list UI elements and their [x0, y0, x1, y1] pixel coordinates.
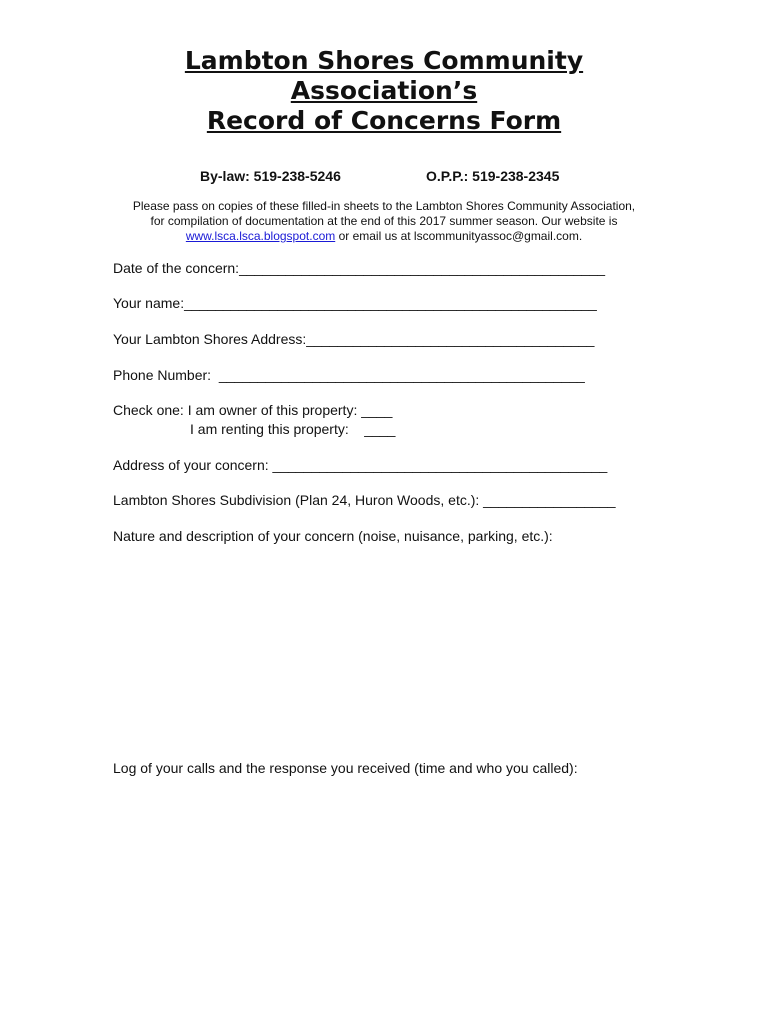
subdivision-label: Lambton Shores Subdivision (Plan 24, Huron Woods, etc.): [113, 492, 484, 508]
name-blank[interactable]: _____________________________________________________ [184, 295, 597, 311]
phone-blank[interactable]: _______________________________________________ [218, 367, 585, 383]
renting-blank[interactable]: ____ [364, 421, 396, 437]
owner-checkbox-row [113, 401, 392, 419]
owner-label: Check one: I am owner of this property: [113, 402, 362, 418]
address-blank[interactable]: _____________________________________ [306, 331, 595, 347]
title-line-1: Lambton Shores Community [184, 46, 584, 75]
name-field [113, 294, 597, 312]
intro-line-3 [0, 229, 768, 244]
subdivision-blank[interactable]: _________________ [483, 492, 616, 508]
address-label: Your Lambton Shores Address: [113, 331, 307, 347]
opp-phone: O.P.P.: 519-238-2345 [426, 168, 560, 184]
title-line-3: Record of Concerns Form [206, 106, 562, 135]
intro-paragraph [0, 199, 768, 244]
phone-label: Phone Number: [113, 367, 219, 383]
intro-line-2: for compilation of documentation at the end of this 2017 summer season. Our website is [150, 214, 618, 228]
address-field [113, 330, 594, 348]
bylaw-phone: By-law: 519-238-5246 [200, 168, 341, 184]
subdivision-field [113, 491, 616, 509]
nature-of-concern-label: Nature and description of your concern (noise, nuisance, parking, etc.): [113, 528, 553, 544]
email-text: or email us at lscommunityassoc@gmail.com. [335, 229, 583, 243]
date-blank[interactable]: _______________________________________________ [239, 260, 606, 276]
website-link[interactable]: www.lsca.lsca.blogspot.com [185, 229, 336, 243]
renting-checkbox-row [190, 420, 395, 438]
phone-field [113, 366, 585, 384]
owner-blank[interactable]: ____ [361, 402, 393, 418]
concern-address-blank[interactable]: ___________________________________________ [272, 457, 608, 473]
name-label: Your name: [113, 295, 185, 311]
intro-line-1: Please pass on copies of these filled-in sheets to the Lambton Shores Community Association, [132, 199, 636, 213]
renting-label: I am renting this property: [190, 421, 365, 437]
call-log-label: Log of your calls and the response you received (time and who you called): [113, 760, 578, 776]
concern-address-field [113, 456, 607, 474]
date-label: Date of the concern: [113, 260, 240, 276]
date-field [113, 259, 605, 277]
title-line-2: Association’s [290, 76, 478, 105]
concern-address-label: Address of your concern: [113, 457, 273, 473]
